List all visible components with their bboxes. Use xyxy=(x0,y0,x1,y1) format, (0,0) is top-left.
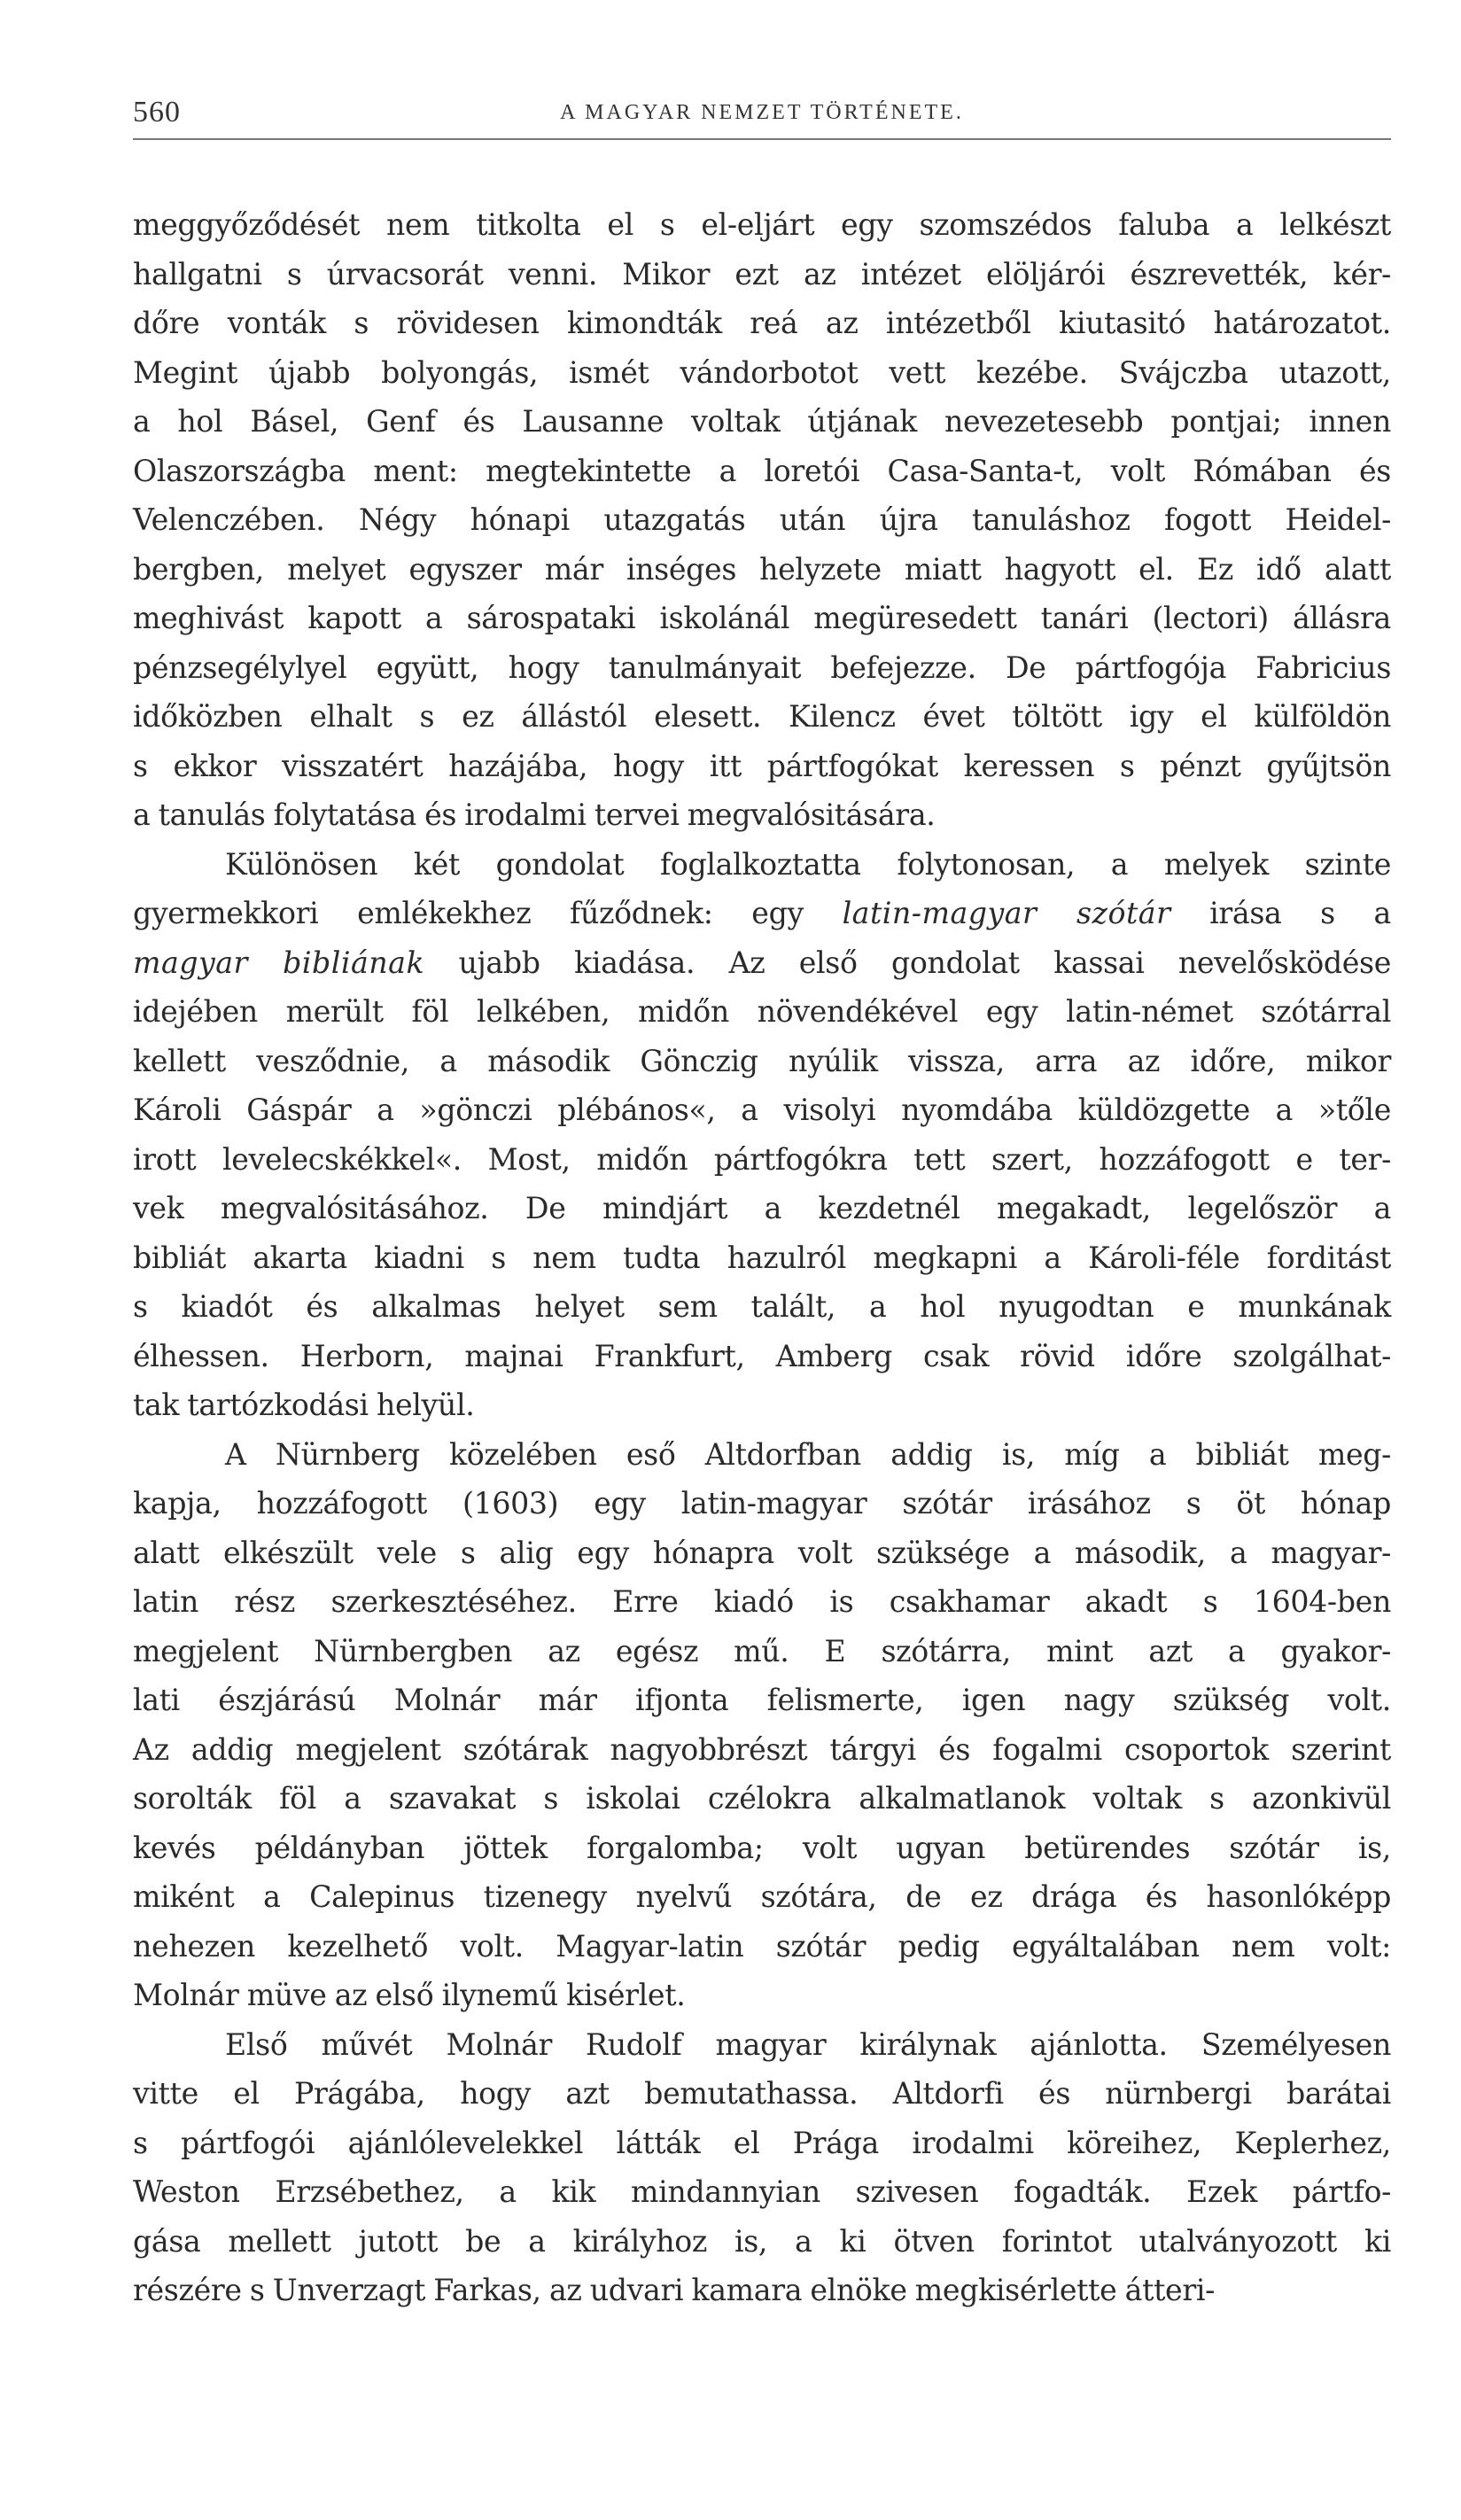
text-line: Weston Erzsébethez, a kik mindannyian szivesen fogadták. Ezek pártfo- xyxy=(133,2174,1391,2209)
emphasized-term: latin-magyar szótár xyxy=(842,896,1171,930)
text-line: dőre vonták s rövidesen kimondták reá az intézetből kiutasitó határozatot. xyxy=(133,306,1391,340)
text-line: irott levelecskékkel«. Most, midőn pártfogókra tett szert, hozzáfogott e ter- xyxy=(133,1141,1391,1177)
text-line: Velenczében. Négy hónapi utazgatás után újra tanuláshoz fogott Heidel- xyxy=(133,502,1391,537)
text-line: s ekkor visszatért hazájába, hogy itt pártfogókat keressen s pénzt gyűjtsön xyxy=(133,748,1391,783)
text-line: alatt elkészült vele s alig egy hónapra volt szüksége a második, a magyar- xyxy=(133,1535,1391,1570)
running-head xyxy=(133,89,1391,133)
text-line: magyar bibliának ujabb kiadása. Az első gondolat kassai nevelősködése xyxy=(133,945,1391,980)
text-line: meggyőződését nem titkolta el s el-eljárt egy szomszédos faluba a lelkészt xyxy=(133,207,1391,242)
text-line: bibliát akarta kiadni s nem tudta hazulról megkapni a Károli-féle forditást xyxy=(133,1240,1391,1275)
emphasized-term: magyar bibliának xyxy=(133,945,425,980)
text-line: vitte el Prágába, hogy azt bemutathassa. Altdorfi és nürnbergi barátai xyxy=(133,2076,1391,2111)
text-line: Károli Gáspár a »gönczi plébános«, a visolyi nyomdába küldözgette a »tőle xyxy=(133,1093,1391,1127)
text-line: gása mellett jutott be a királyhoz is, a ki ötven forintot utalványozott ki xyxy=(133,2223,1391,2259)
text-line: nehezen kezelhető volt. Magyar-latin szótár pedig egyáltalában nem volt: xyxy=(133,1928,1391,1964)
text-line: Megint újabb bolyongás, ismét vándorbotot vett kezébe. Svájczba utazott, xyxy=(133,354,1391,390)
text-line: élhessen. Herborn, majnai Frankfurt, Amberg csak rövid időre szolgálhat- xyxy=(133,1338,1391,1373)
text-line: s kiadót és alkalmas helyet sem talált, a hol nyugodtan e munkának xyxy=(133,1289,1391,1324)
text-line: lati észjárású Molnár már ifjonta felismerte, igen nagy szükség volt. xyxy=(133,1683,1391,1717)
text-line: meghivást kapott a sárospataki iskolánál megüresedett tanári (lectori) állásra xyxy=(133,601,1391,635)
text-line: A Nürnberg közelében eső Altdorfban addig is, míg a bibliát meg- xyxy=(225,1436,1391,1472)
text-line: Az addig megjelent szótárak nagyobbrészt tárgyi és fogalmi csoportok szerint xyxy=(133,1731,1391,1767)
text-line: pénzsegélylyel együtt, hogy tanulmányait befejezze. De pártfogója Fabricius xyxy=(133,649,1391,685)
text-line: hallgatni s úrvacsorát venni. Mikor ezt az intézet elöljárói észrevették, kér- xyxy=(133,256,1391,292)
book-page xyxy=(133,89,1391,133)
text-line: időközben elhalt s ez állástól elesett. Kilencz évet töltött igy el külföldön xyxy=(133,699,1391,734)
text-line: a tanulás folytatása és irodalmi tervei megvalósitására. xyxy=(133,797,936,832)
text-line: kapja, hozzáfogott (1603) egy latin-magyar szótár irásához s öt hónap xyxy=(133,1486,1391,1521)
body-text xyxy=(133,200,1391,2315)
page-number: 560 xyxy=(133,96,181,128)
text-line: vek megvalósitásához. De mindjárt a kezdetnél megakadt, legelőször a xyxy=(133,1191,1391,1225)
text-line: Különösen két gondolat foglalkoztatta folytonosan, a melyek szinte xyxy=(225,846,1391,882)
text-line: kellett vesződnie, a második Gönczig nyúlik vissza, arra az időre, mikor xyxy=(133,1043,1391,1078)
text-line: tak tartózkodási helyül. xyxy=(133,1388,475,1422)
text-line: részére s Unverzagt Farkas, az udvari kamara elnöke megkisérlette átteri- xyxy=(133,2273,1215,2307)
text-line: Olaszországba ment: megtekintette a loretói Casa-Santa-t, volt Rómában és xyxy=(133,453,1391,488)
text-line: Molnár müve az első ilynemű kisérlet. xyxy=(133,1978,686,2012)
text-line: megjelent Nürnbergben az egész mű. E szótárra, mint azt a gyakor- xyxy=(133,1633,1391,1668)
text-line: miként a Calepinus tizenegy nyelvű szótára, de ez drága és hasonlóképp xyxy=(133,1879,1391,1914)
text-line: Első művét Molnár Rudolf magyar királynak ajánlotta. Személyesen xyxy=(225,2026,1391,2062)
header-rule xyxy=(133,138,1391,140)
text-line: latin rész szerkesztéséhez. Erre kiadó is csakhamar akadt s 1604-ben xyxy=(133,1584,1391,1619)
text-line: s pártfogói ajánlólevelekkel látták el Prága irodalmi köreihez, Keplerhez, xyxy=(133,2125,1391,2160)
text-line: gyermekkori emlékekhez fűződnek: egy latin-magyar szótár irása s a xyxy=(133,896,1391,930)
running-title: A MAGYAR NEMZET TÖRTÉNETE. xyxy=(560,101,964,124)
text-line: bergben, melyet egyszer már inséges helyzete miatt hagyott el. Ez idő alatt xyxy=(133,551,1391,587)
text-line: kevés példányban jöttek forgalomba; volt ugyan betürendes szótár is, xyxy=(133,1830,1391,1865)
text-line: a hol Básel, Genf és Lausanne voltak útjának nevezetesebb pontjai; innen xyxy=(133,404,1391,439)
text-line: sorolták föl a szavakat s iskolai czélokra alkalmatlanok voltak s azonkivül xyxy=(133,1781,1391,1816)
text-line: idejében merült föl lelkében, midőn növendékével egy latin-német szótárral xyxy=(133,994,1391,1029)
